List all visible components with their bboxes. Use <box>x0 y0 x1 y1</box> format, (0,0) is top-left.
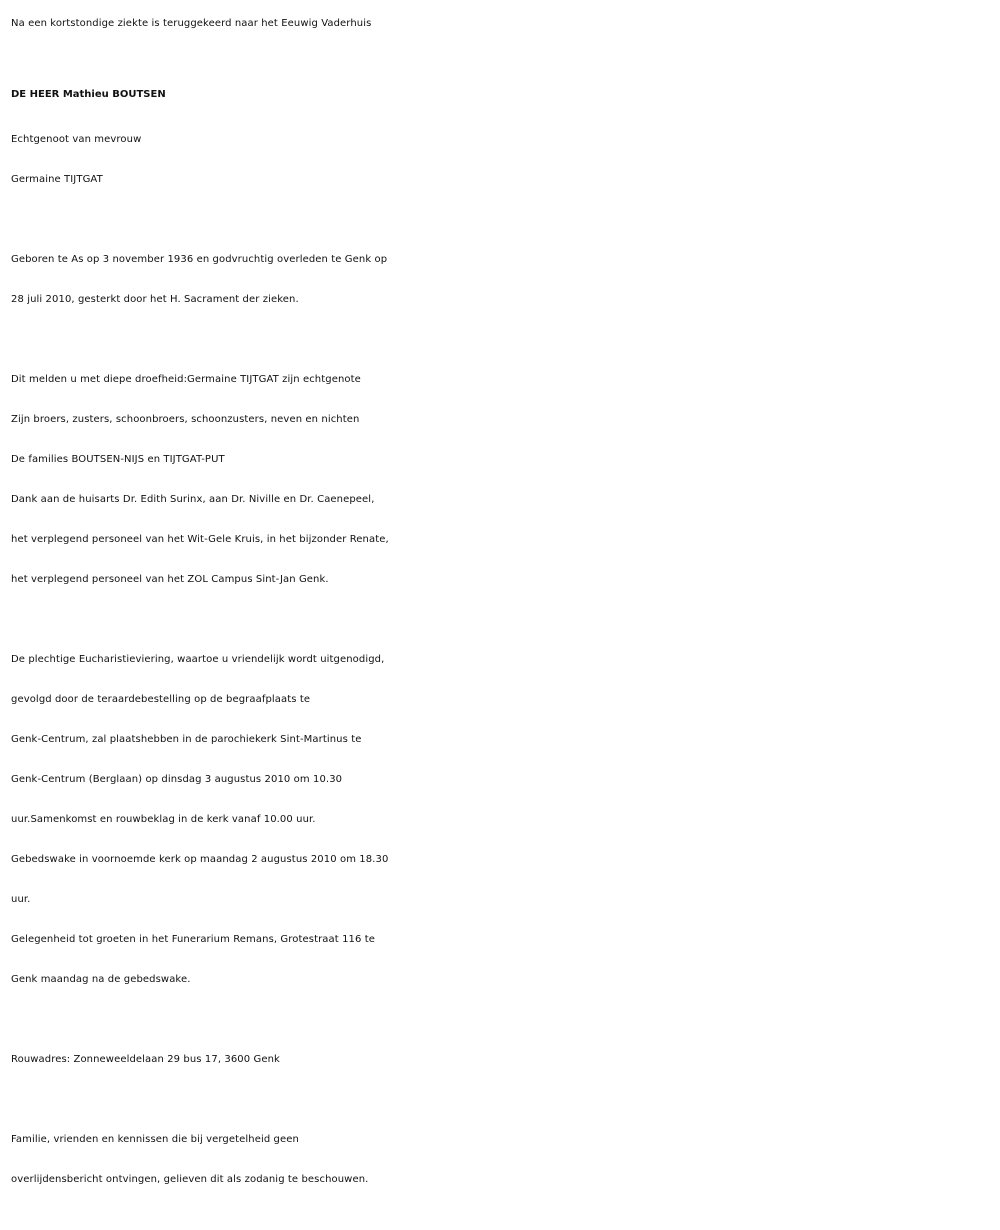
intro-text: Na een kortstondige ziekte is teruggekeerd naar het Eeuwig Vaderhuis <box>11 18 372 29</box>
mourners-line: De families BOUTSEN-NIJS en TIJTGAT-PUT <box>11 454 225 465</box>
mourners-block <box>11 360 996 600</box>
ceremony-line: gevolgd door de teraardebestelling op de begraafplaats te <box>11 694 311 705</box>
spouse-name: Germaine TIJTGAT <box>11 174 103 185</box>
closing-line: Familie, vrienden en kennissen die bij vergetelheid geen <box>11 1134 299 1145</box>
spacer <box>11 1080 996 1120</box>
ceremony-line: uur.Samenkomst en rouwbeklag in de kerk vanaf 10.00 uur. <box>11 814 316 825</box>
mourners-line: het verplegend personeel van het Wit-Gele Kruis, in het bijzonder Renate, <box>11 534 389 545</box>
ceremony-block <box>11 640 996 1000</box>
ceremony-line: uur. <box>11 894 31 905</box>
spouse-block <box>11 120 996 200</box>
ceremony-line: Gebedswake in voornoemde kerk op maandag 2 augustus 2010 om 18.30 <box>11 854 389 865</box>
obituary-notice <box>11 4 996 1200</box>
spacer <box>11 200 996 240</box>
spacer <box>11 320 996 360</box>
deceased-name: DE HEER Mathieu BOUTSEN <box>11 89 166 100</box>
birth-line: 28 juli 2010, gesterkt door het H. Sacrament der zieken. <box>11 294 299 305</box>
birth-line: Geboren te As op 3 november 1936 en godvruchtig overleden te Genk op <box>11 254 388 265</box>
ceremony-line: Genk-Centrum (Berglaan) op dinsdag 3 augustus 2010 om 10.30 <box>11 774 343 785</box>
ceremony-line: De plechtige Eucharistieviering, waartoe u vriendelijk wordt uitgenodigd, <box>11 654 385 665</box>
mourners-line: Dank aan de huisarts Dr. Edith Surinx, aan Dr. Niville en Dr. Caenepeel, <box>11 494 375 505</box>
ceremony-line: Genk maandag na de gebedswake. <box>11 974 191 985</box>
spouse-line: Echtgenoot van mevrouw <box>11 134 142 145</box>
spacer <box>11 1000 996 1040</box>
ceremony-line: Genk-Centrum, zal plaatshebben in de parochiekerk Sint-Martinus te <box>11 734 362 745</box>
mourning-address: Rouwadres: Zonneweeldelaan 29 bus 17, 3600 Genk <box>11 1054 280 1065</box>
mourners-line: Zijn broers, zusters, schoonbroers, schoonzusters, neven en nichten <box>11 414 360 425</box>
closing-block <box>11 1120 996 1200</box>
mourners-line: het verplegend personeel van het ZOL Campus Sint-Jan Genk. <box>11 574 329 585</box>
spacer <box>11 600 996 640</box>
mourners-line: Dit melden u met diepe droefheid:Germaine TIJTGAT zijn echtgenote <box>11 374 361 385</box>
birth-death-block <box>11 240 996 320</box>
closing-line: overlijdensbericht ontvingen, gelieven dit als zodanig te beschouwen. <box>11 1174 369 1185</box>
ceremony-line: Gelegenheid tot groeten in het Funerarium Remans, Grotestraat 116 te <box>11 934 376 945</box>
